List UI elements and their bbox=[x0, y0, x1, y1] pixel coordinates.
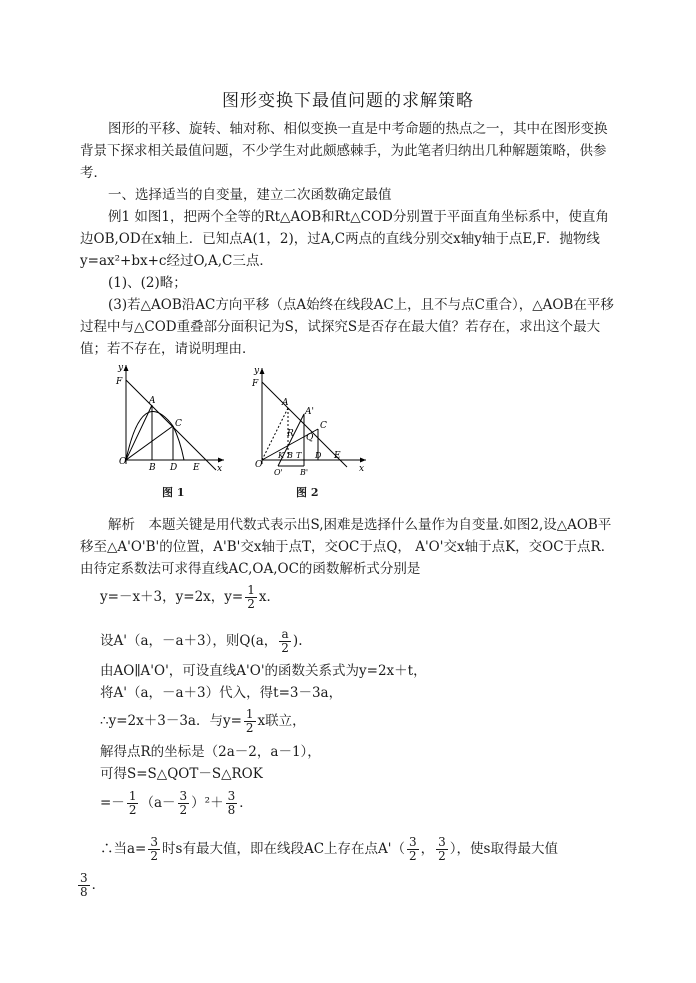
figure-1-caption: 图 1 bbox=[162, 486, 185, 499]
eq2-fraction bbox=[279, 628, 291, 655]
eq8-d1: 2 bbox=[128, 803, 137, 817]
page-title: 图形变换下最值问题的求解策略 bbox=[222, 91, 474, 111]
fig2-label-y: y bbox=[254, 366, 260, 376]
figure-2-caption: 图 2 bbox=[296, 486, 319, 499]
equation-line-4: 将A'（a，－a＋3）代入，得t=3－3a， bbox=[100, 685, 343, 701]
fig2-label-x: x bbox=[359, 464, 365, 474]
eq8-n1: 1 bbox=[128, 789, 137, 803]
eq9-fraction-2 bbox=[407, 836, 419, 863]
fig2-label-f: F bbox=[252, 379, 259, 389]
fig1-label-f: F bbox=[116, 377, 123, 387]
equation-line-3: 由AO∥A'O'，可设直线A'O'的函数关系式为y=2x＋t， bbox=[100, 663, 427, 679]
fig2-label-a-prime: A' bbox=[305, 407, 314, 417]
eq8-text-c: ）²＋ bbox=[191, 795, 224, 811]
eq9-n3: 3 bbox=[438, 835, 446, 849]
fig1-label-b: B bbox=[149, 463, 156, 472]
eq10-fraction bbox=[78, 872, 90, 899]
intro-paragraph: 图形的平移、旋转、轴对称、相似变换一直是中考命题的热点之一，其中在图形变换背景下探求相关最值问题，不少学生对此颇感棘手，为此笔者归纳出几种解题策略，供参考． bbox=[80, 121, 608, 181]
fig1-label-d: D bbox=[170, 463, 178, 472]
equation-line-7: 可得S=S△QOT－S△ROK bbox=[100, 766, 263, 782]
part-3-question: (3)若△AOB沿AC方向平移（点A始终在线段AC上，且不与点C重合），△AOB在平移过程中与△COD重叠部分面积记为S，试探究S是否存在最大值？若存在，求出这个最大值；若不存在，请说明理由． bbox=[80, 297, 614, 357]
fig2-label-b: B bbox=[287, 451, 293, 460]
eq9-d2: 2 bbox=[408, 849, 417, 863]
eq5-den: 2 bbox=[245, 721, 254, 735]
fig2-label-e: E bbox=[334, 451, 341, 461]
fig1-label-a: A bbox=[149, 396, 156, 406]
figure-2 bbox=[252, 364, 372, 480]
eq9-d1: 2 bbox=[150, 849, 159, 863]
eq2-num: a bbox=[279, 628, 291, 642]
fig2-label-c: C bbox=[320, 421, 327, 431]
eq9-text-d: ），使s取得最大值 bbox=[449, 841, 558, 857]
equation-line-2 bbox=[100, 628, 302, 655]
eq1-text-b: x． bbox=[258, 589, 280, 605]
eq5-num: 1 bbox=[245, 707, 254, 721]
eq9-text-a: ∴当a= bbox=[100, 841, 147, 857]
eq8-text-e: ． bbox=[239, 795, 253, 811]
fig1-label-c: C bbox=[175, 419, 182, 429]
eq9-n2: 3 bbox=[408, 835, 417, 849]
eq8-fraction-2 bbox=[178, 790, 190, 817]
eq8-fraction-1 bbox=[127, 790, 139, 817]
eq9-fraction-1 bbox=[148, 836, 160, 863]
eq5-text-b: x联立， bbox=[257, 713, 306, 729]
eq5-fraction bbox=[244, 708, 256, 735]
figure-1 bbox=[112, 360, 230, 476]
fig1-label-e: E bbox=[193, 463, 200, 472]
example-statement: 例1 如图1，把两个全等的Rt△AOB和Rt△COD分别置于平面直角坐标系中，使直角边OB,OD在x轴上．已知点A(1，2)，过A,C两点的直线分别交x轴y轴于点E,F．抛物线y=ax²+bx+c经过O,A,C三点． bbox=[80, 209, 609, 269]
eq5-text-a: ∴y=2x＋3－3a．与y= bbox=[100, 713, 242, 729]
eq2-den: 2 bbox=[281, 641, 289, 655]
eq2-text-a: 设A'（a，－a＋3），则Q(a， bbox=[100, 633, 278, 649]
fig2-label-d: D bbox=[315, 451, 322, 460]
eq8-text-a: =－ bbox=[100, 795, 125, 811]
eq9-n1: 3 bbox=[150, 835, 159, 849]
eq1-fraction bbox=[245, 584, 257, 611]
fig2-label-o-prime: O' bbox=[274, 468, 283, 476]
fig2-label-o: O bbox=[255, 460, 263, 470]
eq10-num: 3 bbox=[80, 871, 88, 885]
eq8-d3: 8 bbox=[227, 803, 236, 817]
fig1-label-y: y bbox=[118, 363, 124, 373]
eq1-text-a: y=－x＋3，y=2x，y= bbox=[100, 589, 244, 605]
eq1-den: 2 bbox=[247, 597, 255, 611]
eq10-text-b: ． bbox=[91, 877, 106, 893]
eq8-d2: 2 bbox=[179, 803, 188, 817]
equation-line-8 bbox=[100, 790, 253, 817]
eq8-n3: 3 bbox=[227, 789, 236, 803]
equation-line-9 bbox=[100, 836, 558, 863]
fig2-label-a: A bbox=[282, 398, 289, 408]
equation-line-10 bbox=[76, 872, 105, 899]
fig2-label-r: R bbox=[287, 429, 294, 439]
eq8-n2: 3 bbox=[179, 789, 188, 803]
eq2-text-b: ). bbox=[292, 633, 303, 649]
figure-1-diagram bbox=[112, 360, 230, 472]
eq1-num: 1 bbox=[247, 583, 255, 597]
eq9-d3: 2 bbox=[438, 849, 446, 863]
eq9-text-b: 时s有最大值，即在线段AC上存在点A'（ bbox=[162, 841, 405, 857]
analysis-paragraph: 解析 本题关键是用代数式表示出S,困难是选择什么量作为自变量.如图2,设△AOB平移至△A'O'B'的位置，A'B'交x轴于点T，交OC于点Q， A'O'交x轴于点K，交OC于点R．由待定系数法可求得直线AC,OA,OC的函数解析式分别是 bbox=[80, 517, 615, 577]
fig2-label-t: T bbox=[296, 451, 302, 460]
equation-line-6: 解得点R的坐标是（2a－2，a－1）， bbox=[100, 744, 321, 760]
parts-1-2: (1)、(2)略； bbox=[108, 275, 187, 291]
fig2-label-b-prime: B' bbox=[300, 468, 309, 476]
equation-line-1 bbox=[100, 584, 280, 611]
fig2-label-k: K bbox=[278, 451, 284, 460]
eq9-fraction-3 bbox=[436, 836, 448, 863]
fig2-label-q: Q bbox=[306, 433, 314, 443]
eq8-fraction-3 bbox=[226, 790, 238, 817]
equation-line-5 bbox=[100, 708, 306, 735]
fig1-label-x: x bbox=[217, 464, 223, 472]
fig1-label-o: O bbox=[119, 457, 127, 467]
figure-2-diagram bbox=[252, 364, 372, 476]
eq9-text-c: ， bbox=[420, 841, 435, 857]
eq10-den: 8 bbox=[80, 885, 88, 899]
eq8-text-b: （a－ bbox=[140, 795, 176, 811]
section-heading: 一、选择适当的自变量，建立二次函数确定最值 bbox=[108, 187, 392, 203]
